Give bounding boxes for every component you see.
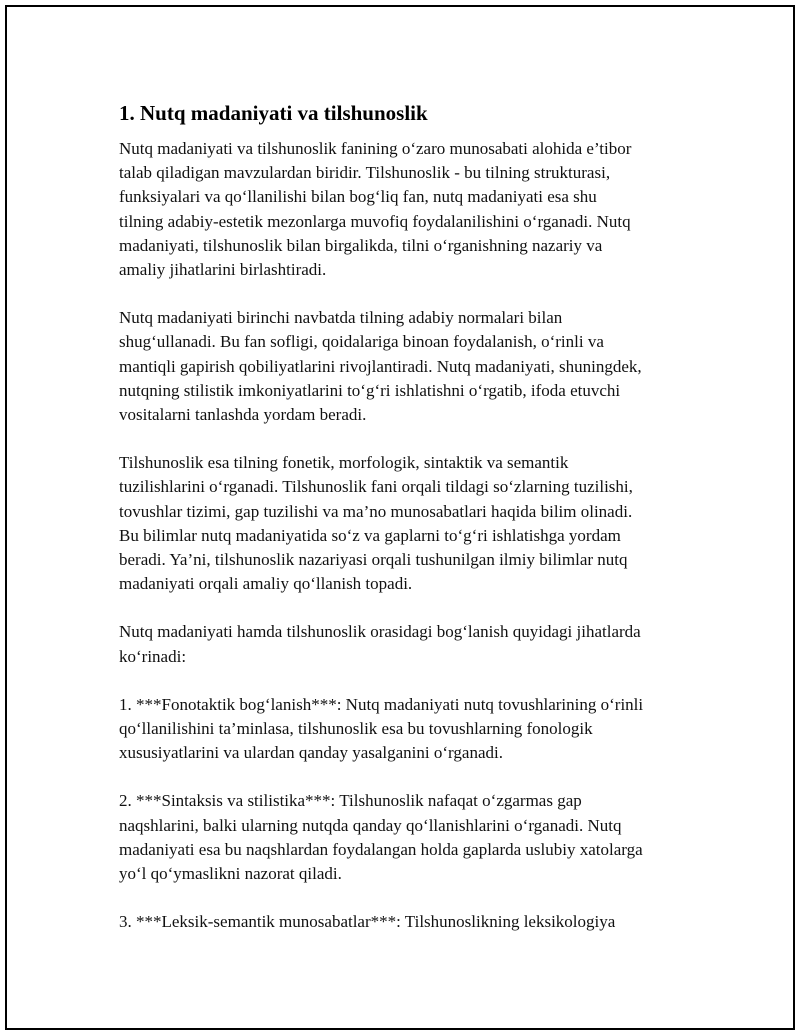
text-line: xususiyatlarini va ulardan qanday yasalganini o‘rganadi.	[119, 743, 503, 763]
text-line: naqshlarini, balki ularning nutqda qanday qo‘llanishlarini o‘rganadi. Nutq	[119, 815, 622, 835]
paragraph-2	[119, 306, 691, 427]
section-heading: 1. Nutq madaniyati va tilshunoslik	[119, 101, 428, 125]
paragraph-1	[119, 137, 691, 282]
text-line: shug‘ullanadi. Bu fan sofligi, qoidalariga binoan foydalanish, o‘rinli va	[119, 332, 604, 352]
text-line: qo‘llanilishini ta’minlasa, tilshunoslik esa bu tovushlarning fonologik	[119, 719, 593, 739]
text-line: 2. ***Sintaksis va stilistika***: Tilshunoslik nafaqat o‘zgarmas gap	[119, 791, 582, 811]
list-item-2	[119, 789, 691, 886]
text-line: nutqning stilistik imkoniyatlarini to‘g‘ri ishlatishni o‘rgatib, ifoda etuvchi	[119, 380, 621, 400]
text-line: madaniyati orqali amaliy qo‘llanish topadi.	[119, 574, 413, 594]
text-line: beradi. Ya’ni, tilshunoslik nazariyasi orqali tushunilgan ilmiy bilimlar nutq	[119, 550, 628, 570]
document-body	[119, 99, 691, 958]
text-line: talab qiladigan mavzulardan biridir. Tilshunoslik - bu tilning strukturasi,	[119, 163, 611, 183]
text-line: mantiqli gapirish qobiliyatlarini rivojlantiradi. Nutq madaniyati, shuningdek,	[119, 356, 642, 376]
text-line: amaliy jihatlarini birlashtiradi.	[119, 260, 327, 280]
text-line: tovushlar tizimi, gap tuzilishi va ma’no munosabatlari haqida bilim olinadi.	[119, 501, 633, 521]
document-page	[5, 5, 795, 1030]
paragraph-3	[119, 451, 691, 596]
list-item-1	[119, 693, 691, 766]
text-line: ko‘rinadi:	[119, 646, 187, 666]
text-line: vositalarni tanlashda yordam beradi.	[119, 405, 367, 425]
text-line: 1. ***Fonotaktik bog‘lanish***: Nutq madaniyati nutq tovushlarining o‘rinli	[119, 694, 644, 714]
paragraph-4	[119, 620, 691, 668]
text-line: madaniyati, tilshunoslik bilan birgalikda, tilni o‘rganishning nazariy va	[119, 235, 603, 255]
text-line: tilning adabiy-estetik mezonlarga muvofiq foydalanilishini o‘rganadi. Nutq	[119, 211, 631, 231]
text-line: funksiyalari va qo‘llanilishi bilan bog‘liq fan, nutq madaniyati esa shu	[119, 187, 597, 207]
text-line: yo‘l qo‘ymaslikni nazorat qiladi.	[119, 864, 342, 884]
list-item-3	[119, 910, 691, 934]
text-line: Bu bilimlar nutq madaniyatida so‘z va gaplarni to‘g‘ri ishlatishga yordam	[119, 525, 621, 545]
text-line: madaniyati esa bu naqshlardan foydalangan holda gaplarda uslubiy xatolarga	[119, 839, 643, 859]
text-line: Nutq madaniyati hamda tilshunoslik orasidagi bog‘lanish quyidagi jihatlarda	[119, 622, 641, 642]
text-line: tuzilishlarini o‘rganadi. Tilshunoslik fani orqali tildagi so‘zlarning tuzilishi,	[119, 477, 633, 497]
text-line: 3. ***Leksik-semantik munosabatlar***: Tilshunoslikning leksikologiya	[119, 912, 616, 932]
text-line: Nutq madaniyati birinchi navbatda tilning adabiy normalari bilan	[119, 308, 563, 328]
text-line: Tilshunoslik esa tilning fonetik, morfologik, sintaktik va semantik	[119, 453, 569, 473]
text-line: Nutq madaniyati va tilshunoslik fanining o‘zaro munosabati alohida e’tibor	[119, 139, 632, 158]
